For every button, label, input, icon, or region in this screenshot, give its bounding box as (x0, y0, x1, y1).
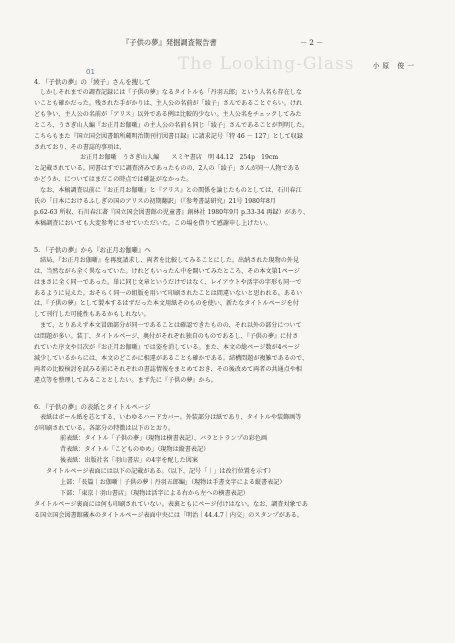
body-line: 減少しているからには、本文のどこかに相違があることも確かである。結構問題が複雑であるので、 (34, 354, 309, 362)
front-cover-desc: 前表紙：タイトル「子供の夢」（現物は横書表記）、バラとトランプの彩色画 (60, 435, 268, 443)
body-line: p.62-63 所収、石川春江著『国立国会図書館の児童書』創林社 1980年9月 p.33-34 再録）があり、 (34, 208, 310, 216)
body-line: 氏の「日本におけるふしぎの国のアリスの初期翻訳」（『参考書誌研究』21号 1980年8月 (34, 198, 276, 206)
body-line: 表紙はボール紙を芯とする、いわゆるハードカバー。外装部分は紙であり、タイトルや装飾画等 (40, 413, 302, 421)
page-header (34, 38, 425, 56)
section-4-heading: 4. 『子供の夢』の「綾子」さんを捜して (34, 78, 151, 86)
body-line: まて、とりあえず本文冒頭部分が同一であることは確認できたものの、それ以外の部分について (40, 322, 302, 330)
body-line: いことも確かだった。残された手がかりは、主人公の名前が「綾子」さんであることぐらい。けれ (34, 99, 303, 107)
body-line: 本稿調査においても大変参考にさせていただいた。この場を借りて感謝申し上げたい。 (34, 219, 272, 227)
title-page-bottom: 下部：「東京｜羽山書店」（現物は活字による右から左への横書表記） (60, 490, 249, 497)
body-line: はまさに全く同一であった。単に同じ文章というだけではなく、レイアウトや活字の字形も同一で (34, 278, 302, 286)
back-cover-desc: 背表紙：タイトル「こどものゆめ」（現物は縦書表記） (60, 446, 210, 454)
title-page-intro: タイトルページ表面には以下の記載がある。（以下、記号「｜」は改行位置を示す） (46, 468, 275, 476)
bibliographic-entry: お正月お伽噺 うさぎ山人編 スミヤ書店 明 44.12 254p 19cm (80, 154, 279, 162)
document-title: 『子供の夢』発掘調査報告書 (122, 38, 217, 47)
body-line: しかしそれまでの調査記録には『子供の夢』なるタイトルも「丹羽五郎」という人名も存在しな (40, 89, 302, 96)
body-line: と記載されている。同書はすでに調査済みであったものの、2人の「綾子」さんが同一人物である (34, 165, 300, 173)
title-page-top: 上部：「長篇｜お伽噺｜子供の夢｜丹羽五郎編」（現物は手書文字による縦書表記） (60, 479, 286, 487)
body-line: して刊行した可能性もあるかもしれない。 (34, 311, 150, 319)
section-6-heading: 6. 『子供の夢』の表紙とタイトルページ (34, 402, 151, 411)
author-name: 小原 俊一 (372, 62, 417, 70)
body-line: は問題が多い。装丁、タイトルページ、奥付がそれぞれ独自のものであるし、『子供の夢』に付さ (34, 333, 299, 341)
body-line: 両者の比較検討を試みる前にそれぞれの書誌情報をまとめておき、その後改めて両者の共通点や相 (34, 365, 302, 373)
page-number: －2－ (300, 38, 326, 47)
body-line: 違点等を整理してみることとしたい。まず先に『子供の夢』から。 (34, 376, 217, 384)
body-line: あるように見えた。おそらく同一の組版を用いて印刷されたことは間違いないと思われる。あるい (34, 289, 303, 297)
body-line: ところ、うさぎ山人編『お正月お伽噺』の主人公の名前も同じ「綾子」さんであることが判明した。 (34, 121, 309, 129)
rear-cover-desc: 後表紙：出版社名「羽山書店」の4字を配した図案 (60, 457, 198, 465)
body-line: ども争い、主人公の名前が「アリス」以外である例は比較的少ない。主人公名をチェックしてみた (34, 110, 302, 118)
body-line: 結局、『お正月お伽噺』を再度請求し、両者を比較してみることにした。出納された現物の外見 (40, 256, 299, 264)
body-line: が印刷されている。各部分の特徴は以下のとおり。 (34, 424, 175, 432)
body-line: かどうか、についてはまだこの時点では確証がなかった。 (34, 176, 193, 184)
body-line: なお、本稿調査以前に『お正月お伽噺』と『アリス』との関係を論じたものとしては、石川春江 (40, 187, 302, 195)
section-5-heading: 5. 『子供の夢』から『お正月お伽噺』へ (34, 245, 151, 254)
watermark-text: The Looking-Glass (178, 54, 355, 74)
body-line: は、『子供の夢』として製本するはずだった本文用紙そのものを使い、新たなタイトルページを付 (34, 300, 299, 308)
body-line: れていた序文や目次が『お正月お伽噺』では姿を消している。また、本文の総ページ数が4ページ (34, 344, 300, 352)
body-line: る国立国会図書館蔵本のタイトルページ表面中央には「明治｜44.4.7｜内交」のスタンプがある。 (34, 511, 303, 519)
body-line: こちらもまた『国立国会図書館所蔵明治期刊行図書目録』に請求記号「特 46 － 127」として収録 (34, 132, 303, 140)
body-line: タイトルページ裏面には何も印刷されていない。表裏ともにページ付けはない。なお、調査対象であ (34, 500, 308, 508)
handwritten-mark: 01 (86, 68, 95, 76)
body-line: は、当然ながら全く異なっていた。けれどもいったん中を開いてみたところ、その本文第1ページ (34, 267, 300, 275)
body-line: されており、その書誌的事項は、 (34, 143, 126, 151)
